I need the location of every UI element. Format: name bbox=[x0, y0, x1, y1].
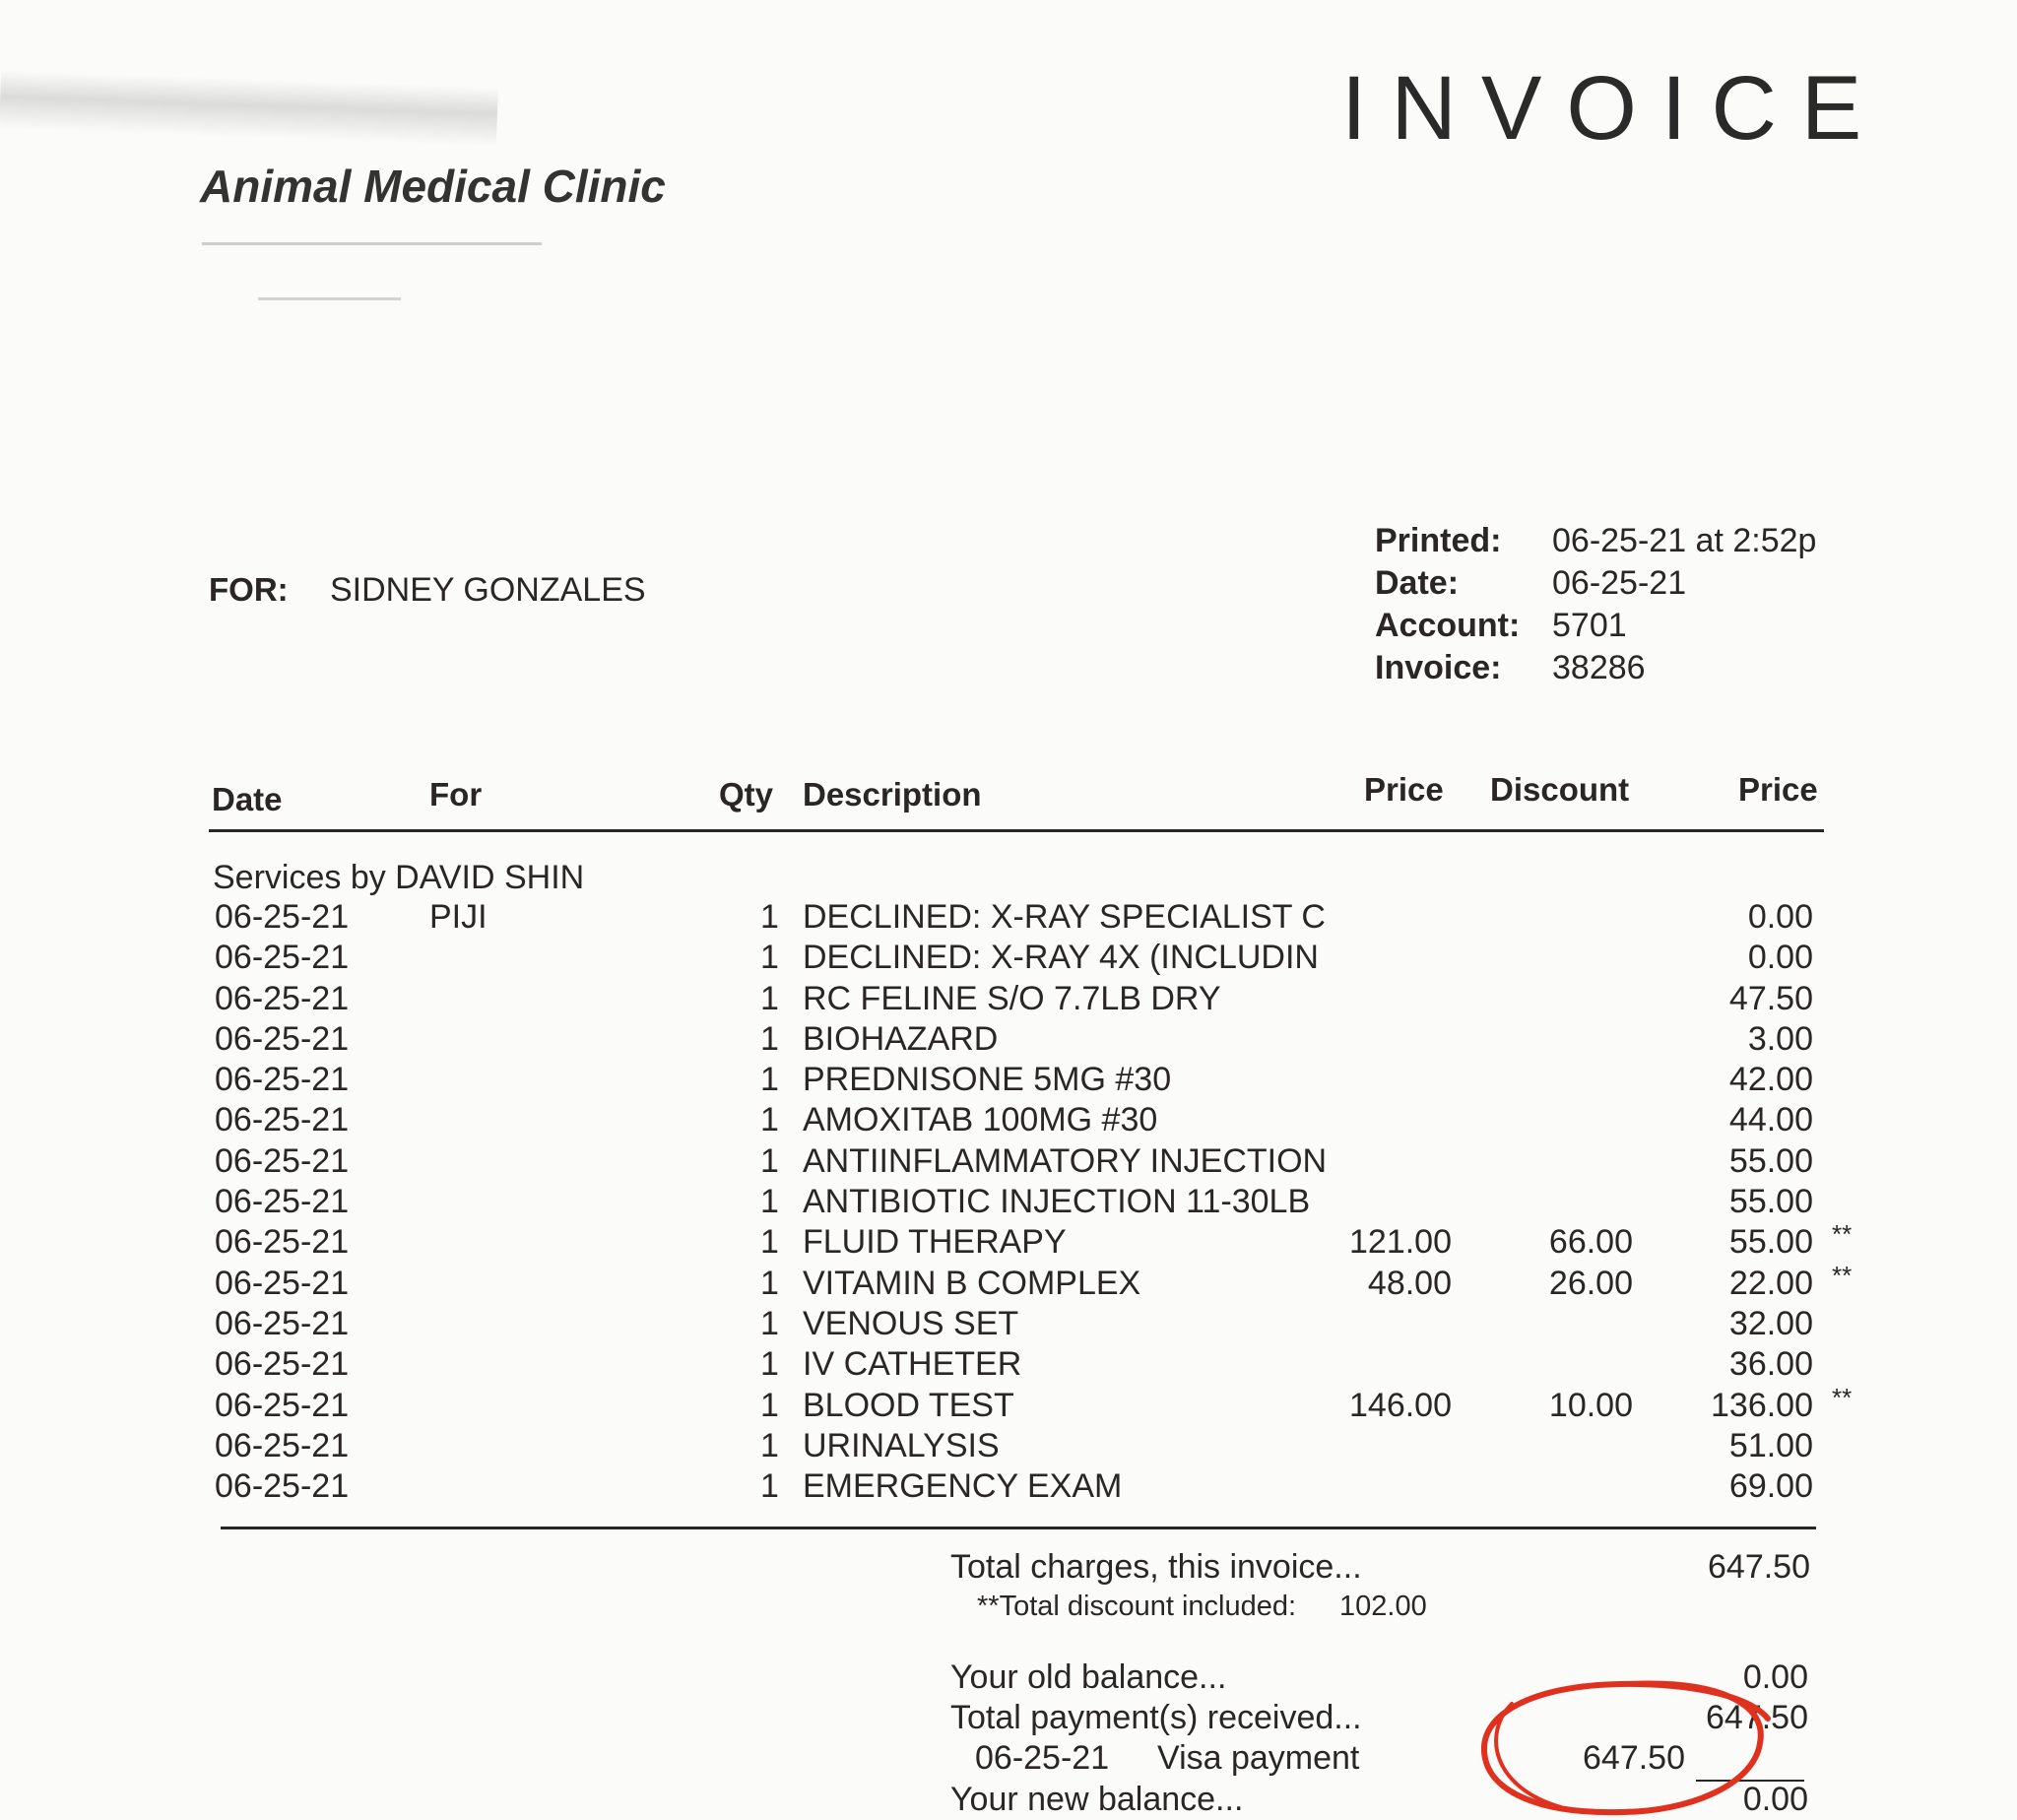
table-row bbox=[0, 1101, 2017, 1141]
item-description: ANTIINFLAMMATORY INJECTION bbox=[803, 1141, 1328, 1180]
item-qty: 1 bbox=[760, 1183, 779, 1221]
item-date: 06-25-21 bbox=[215, 1183, 350, 1221]
item-date: 06-25-21 bbox=[215, 1467, 350, 1506]
total-discount-label: **Total discount included: bbox=[977, 1591, 1297, 1622]
item-for: PIJI bbox=[429, 898, 488, 936]
item-qty: 1 bbox=[760, 1223, 779, 1262]
bill-to-name: SIDNEY GONZALES bbox=[330, 571, 646, 609]
table-row bbox=[0, 1183, 2017, 1223]
redacted-smudge bbox=[0, 70, 498, 147]
item-ext-price: 136.00 bbox=[1711, 1386, 1813, 1424]
meta-value: 5701 bbox=[1552, 607, 1627, 644]
item-ext-price: 0.00 bbox=[1747, 939, 1813, 977]
item-description: VITAMIN B COMPLEX bbox=[803, 1264, 1141, 1302]
meta-value: 06-25-21 bbox=[1552, 564, 1687, 602]
item-ext-price: 42.00 bbox=[1728, 1061, 1813, 1099]
meta-label: Date: bbox=[1375, 564, 1460, 602]
item-qty: 1 bbox=[760, 1304, 779, 1342]
meta-row-invoice bbox=[1375, 647, 1816, 689]
item-qty: 1 bbox=[760, 1386, 779, 1424]
table-row bbox=[0, 1260, 2017, 1305]
table-row bbox=[0, 1219, 2017, 1264]
item-date: 06-25-21 bbox=[215, 1304, 350, 1342]
old-balance-value: 0.00 bbox=[1742, 1658, 1808, 1696]
item-qty: 1 bbox=[760, 898, 779, 936]
total-payments-label: Total payment(s) received... bbox=[950, 1699, 1362, 1736]
item-date: 06-25-21 bbox=[215, 1386, 350, 1424]
item-date: 06-25-21 bbox=[215, 1223, 350, 1262]
item-discount-mark: ** bbox=[1832, 1260, 1853, 1290]
services-by: Services by DAVID SHIN bbox=[213, 859, 585, 896]
item-ext-price: 55.00 bbox=[1728, 1183, 1813, 1221]
total-charges-value: 647.50 bbox=[1708, 1548, 1810, 1586]
item-description: ANTIBIOTIC INJECTION 11-30LB bbox=[803, 1183, 1311, 1221]
item-description: EMERGENCY EXAM bbox=[803, 1467, 1123, 1506]
payment-date: 06-25-21 bbox=[975, 1739, 1110, 1777]
item-date: 06-25-21 bbox=[215, 1019, 350, 1058]
item-ext-price: 3.00 bbox=[1747, 1019, 1813, 1058]
item-date: 06-25-21 bbox=[215, 1101, 350, 1139]
item-date: 06-25-21 bbox=[215, 1345, 350, 1384]
item-ext-price: 44.00 bbox=[1728, 1101, 1813, 1139]
item-ext-price: 55.00 bbox=[1728, 1141, 1813, 1180]
item-qty: 1 bbox=[760, 1141, 779, 1180]
item-discount-mark: ** bbox=[1832, 1219, 1853, 1250]
col-header-for: For bbox=[429, 776, 483, 812]
item-ext-price: 55.00 bbox=[1728, 1223, 1813, 1262]
table-row bbox=[0, 1061, 2017, 1101]
table-row bbox=[0, 898, 2017, 939]
item-price: 48.00 bbox=[1367, 1264, 1452, 1302]
item-qty: 1 bbox=[760, 939, 779, 977]
item-qty: 1 bbox=[760, 1019, 779, 1058]
item-description: PREDNISONE 5MG #30 bbox=[803, 1061, 1172, 1099]
item-description: AMOXITAB 100MG #30 bbox=[803, 1101, 1158, 1139]
col-header-price: Price bbox=[1364, 771, 1444, 808]
clinic-name: Animal Medical Clinic bbox=[200, 161, 666, 212]
payment-method: Visa payment bbox=[1157, 1739, 1360, 1777]
col-header-discount: Discount bbox=[1490, 771, 1630, 808]
item-qty: 1 bbox=[760, 979, 779, 1017]
total-charges-label: Total charges, this invoice... bbox=[950, 1548, 1362, 1586]
item-description: DECLINED: X-RAY 4X (INCLUDIN bbox=[803, 939, 1319, 977]
table-row bbox=[0, 1382, 2017, 1427]
item-date: 06-25-21 bbox=[215, 979, 350, 1017]
table-row bbox=[0, 1020, 2017, 1061]
item-discount: 26.00 bbox=[1548, 1264, 1633, 1302]
meta-value: 38286 bbox=[1552, 649, 1646, 686]
meta-label: Printed: bbox=[1375, 522, 1502, 559]
total-payments-value: 647.50 bbox=[1706, 1699, 1808, 1736]
table-row bbox=[0, 1142, 2017, 1183]
item-qty: 1 bbox=[760, 1101, 779, 1139]
old-balance-label: Your old balance... bbox=[950, 1658, 1227, 1696]
item-qty: 1 bbox=[760, 1264, 779, 1302]
item-qty: 1 bbox=[760, 1467, 779, 1506]
table-row bbox=[0, 980, 2017, 1020]
header-rule bbox=[209, 829, 1824, 832]
item-ext-price: 36.00 bbox=[1728, 1345, 1813, 1384]
item-qty: 1 bbox=[760, 1061, 779, 1099]
total-discount-value: 102.00 bbox=[1339, 1591, 1427, 1622]
col-header-description: Description bbox=[803, 776, 982, 812]
item-description: IV CATHETER bbox=[803, 1345, 1022, 1384]
table-row bbox=[0, 1345, 2017, 1386]
item-date: 06-25-21 bbox=[215, 1061, 350, 1099]
meta-label: Invoice: bbox=[1375, 649, 1502, 686]
item-ext-price: 51.00 bbox=[1728, 1426, 1813, 1464]
table-row bbox=[0, 1305, 2017, 1345]
item-ext-price: 0.00 bbox=[1747, 898, 1813, 936]
item-description: DECLINED: X-RAY SPECIALIST C bbox=[803, 898, 1326, 936]
item-description: RC FELINE S/O 7.7LB DRY bbox=[803, 979, 1221, 1017]
item-discount: 10.00 bbox=[1548, 1386, 1633, 1424]
red-circle-annotation bbox=[1472, 1674, 1788, 1820]
bill-to-label: FOR: bbox=[209, 571, 289, 608]
meta-label: Account: bbox=[1375, 607, 1521, 644]
meta-row-date bbox=[1375, 562, 1816, 605]
item-description: BLOOD TEST bbox=[803, 1386, 1014, 1424]
line-items bbox=[0, 898, 2017, 1508]
item-description: VENOUS SET bbox=[803, 1304, 1019, 1342]
item-discount: 66.00 bbox=[1548, 1223, 1633, 1262]
table-row bbox=[0, 1467, 2017, 1508]
item-qty: 1 bbox=[760, 1426, 779, 1464]
new-balance-label: Your new balance... bbox=[950, 1781, 1244, 1818]
item-price: 121.00 bbox=[1349, 1223, 1452, 1262]
item-ext-price: 69.00 bbox=[1728, 1467, 1813, 1506]
redacted-address-line-2 bbox=[258, 297, 401, 300]
meta-row-account bbox=[1375, 605, 1816, 647]
meta-value: 06-25-21 at 2:52p bbox=[1552, 522, 1817, 559]
payment-amount: 647.50 bbox=[1583, 1739, 1685, 1777]
item-description: URINALYSIS bbox=[803, 1426, 1000, 1464]
col-header-qty: Qty bbox=[719, 776, 774, 812]
item-discount-mark: ** bbox=[1832, 1382, 1853, 1412]
item-description: BIOHAZARD bbox=[803, 1019, 999, 1058]
redacted-address-line-1 bbox=[202, 242, 542, 245]
new-balance-value: 0.00 bbox=[1742, 1781, 1808, 1818]
item-ext-price: 47.50 bbox=[1728, 979, 1813, 1017]
invoice-title: INVOICE bbox=[1341, 58, 1887, 159]
item-date: 06-25-21 bbox=[215, 1141, 350, 1180]
table-row bbox=[0, 939, 2017, 979]
item-date: 06-25-21 bbox=[215, 939, 350, 977]
item-price: 146.00 bbox=[1349, 1386, 1452, 1424]
item-description: FLUID THERAPY bbox=[803, 1223, 1067, 1262]
totals-rule bbox=[221, 1527, 1816, 1529]
table-row bbox=[0, 1427, 2017, 1467]
col-header-date: Date bbox=[212, 781, 283, 817]
item-date: 06-25-21 bbox=[215, 898, 350, 936]
item-date: 06-25-21 bbox=[215, 1426, 350, 1464]
item-ext-price: 22.00 bbox=[1728, 1264, 1813, 1302]
invoice-meta bbox=[1375, 520, 1816, 689]
item-ext-price: 32.00 bbox=[1728, 1304, 1813, 1342]
col-header-ext-price: Price bbox=[1738, 771, 1818, 808]
item-date: 06-25-21 bbox=[215, 1264, 350, 1302]
item-qty: 1 bbox=[760, 1345, 779, 1384]
meta-row-printed bbox=[1375, 520, 1816, 562]
